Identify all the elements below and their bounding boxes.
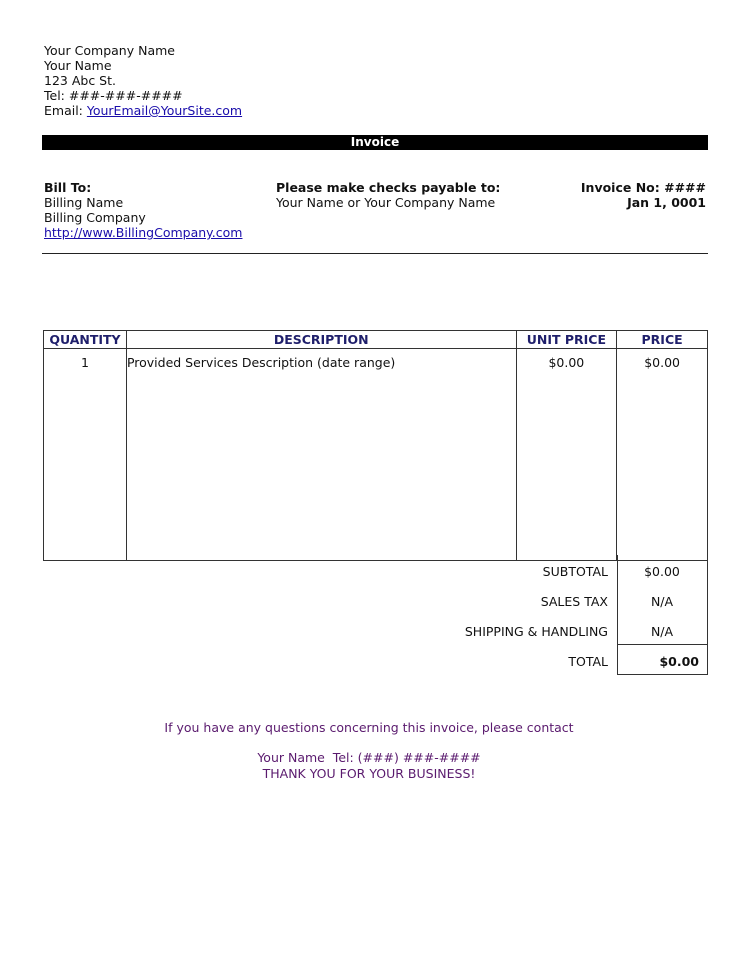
- row-description: Provided Services Description (date range): [126, 349, 516, 561]
- subtotal-value: $0.00: [644, 564, 680, 579]
- header-description: DESCRIPTION: [126, 331, 516, 349]
- row-unit-price: $0.00: [516, 349, 617, 561]
- row-price: $0.00: [617, 349, 708, 561]
- total-label: TOTAL: [568, 654, 608, 669]
- invoice-number-block: [581, 180, 706, 210]
- company-person: Your Name: [44, 58, 112, 73]
- billing-url-link[interactable]: http://www.BillingCompany.com: [44, 225, 243, 240]
- table-row: [44, 349, 708, 561]
- sales-tax-row: [420, 585, 708, 615]
- payable-block: [276, 180, 500, 210]
- footer-questions: If you have any questions concerning this invoice, please contact: [164, 720, 574, 735]
- shipping-value: N/A: [650, 624, 674, 639]
- header-quantity: QUANTITY: [44, 331, 127, 349]
- invoice-number: Invoice No: ####: [580, 180, 706, 195]
- totals-block: [420, 555, 708, 675]
- bill-to-block: [44, 180, 242, 240]
- company-info: [44, 43, 242, 118]
- billing-name: Billing Name: [44, 195, 124, 210]
- row-quantity: 1: [44, 349, 127, 561]
- shipping-label: SHIPPING & HANDLING: [464, 624, 608, 639]
- payable-heading: Please make checks payable to:: [276, 180, 501, 195]
- subtotal-row: [420, 555, 708, 585]
- table-header-row: [44, 331, 708, 349]
- subtotal-label: SUBTOTAL: [542, 564, 608, 579]
- payable-value: Your Name or Your Company Name: [276, 195, 496, 210]
- footer-contact: Your Name Tel: (###) ###-####: [257, 750, 481, 765]
- line-items-table: [43, 330, 708, 561]
- invoice-banner: Invoice: [42, 135, 708, 150]
- total-value: $0.00: [659, 654, 699, 669]
- company-address: 123 Abc St.: [44, 73, 116, 88]
- billing-company: Billing Company: [44, 210, 146, 225]
- invoice-date: Jan 1, 0001: [627, 195, 706, 210]
- sales-tax-label: SALES TAX: [540, 594, 608, 609]
- bill-to-heading: Bill To:: [44, 180, 92, 195]
- footer-thanks: THANK YOU FOR YOUR BUSINESS!: [262, 766, 476, 781]
- divider: [42, 253, 708, 254]
- shipping-row: [420, 615, 708, 645]
- company-tel: Tel: ###-###-####: [44, 88, 183, 103]
- header-price: PRICE: [617, 331, 708, 349]
- header-unit-price: UNIT PRICE: [516, 331, 617, 349]
- email-link[interactable]: YourEmail@YourSite.com: [86, 103, 243, 118]
- company-name: Your Company Name: [44, 43, 175, 58]
- email-label: Email:: [44, 103, 87, 118]
- sales-tax-value: N/A: [650, 594, 674, 609]
- total-row: [420, 645, 708, 675]
- company-email-line: [44, 103, 242, 118]
